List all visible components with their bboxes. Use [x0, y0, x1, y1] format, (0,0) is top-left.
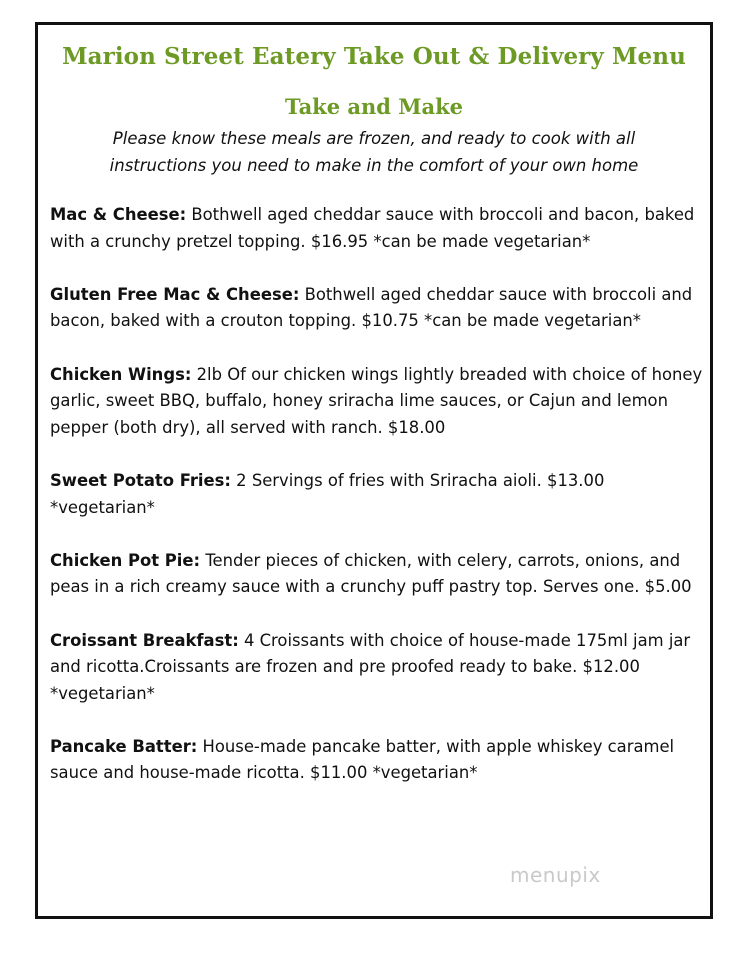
- item-description: Bothwell aged cheddar sauce with broccoli and bacon, baked with a crunchy pretzel topping. $16.95 *can be made vegetarian*: [50, 205, 695, 251]
- menu-item-gluten-free-mac-cheese: [50, 282, 710, 335]
- menu-item-chicken-pot-pie: [50, 548, 710, 601]
- item-name: Croissant Breakfast:: [50, 630, 239, 650]
- item-name: Gluten Free Mac & Cheese:: [50, 284, 300, 304]
- item-description: 2lb Of our chicken wings lightly breaded with choice of honey garlic, sweet BBQ, buffalo, honey sriracha lime sauces, or Cajun and lemon pepper (both dry), all served with ranch. $18.00: [50, 364, 703, 437]
- section-heading: Take and Make: [284, 94, 464, 119]
- item-description: 2 Servings of fries with Sriracha aioli. $13.00 *vegetarian*: [50, 470, 605, 517]
- intro-line-1: Please know these meals are frozen, and ready to cook with all: [112, 129, 636, 148]
- item-description: Tender pieces of chicken, with celery, carrots, onions, and peas in a rich creamy sauce with a crunchy puff pastry top. Serves one. $5.00: [50, 550, 692, 597]
- item-name: Chicken Wings:: [50, 364, 192, 384]
- menu-frame: [35, 22, 713, 919]
- menu-items: [50, 202, 710, 814]
- menu-title: Marion Street Eatery Take Out & Delivery Menu: [62, 43, 686, 70]
- item-description: Bothwell aged cheddar sauce with broccoli and bacon, baked with a crouton topping. $10.75 *can be made vegetarian*: [50, 284, 693, 331]
- item-description: House-made pancake batter, with apple whiskey caramel sauce and house-made ricotta. $11.00 *vegetarian*: [50, 736, 675, 783]
- item-name: Sweet Potato Fries:: [50, 470, 231, 490]
- menu-item-mac-cheese: [50, 202, 710, 255]
- menupix-watermark: menupix: [510, 863, 601, 887]
- menu-item-chicken-wings: [50, 362, 710, 442]
- intro-line-2: instructions you need to make in the comfort of your own home: [109, 156, 639, 175]
- item-name: Chicken Pot Pie:: [50, 550, 201, 570]
- menu-item-sweet-potato-fries: [50, 468, 710, 521]
- item-name: Mac & Cheese:: [50, 205, 187, 224]
- intro-note: [38, 125, 710, 179]
- item-name: Pancake Batter:: [50, 736, 198, 756]
- item-description: 4 Croissants with choice of house-made 175ml jam jar and ricotta.Croissants are frozen and pre proofed ready to bake. $12.00 *vegetarian*: [50, 630, 691, 703]
- menu-item-croissant-breakfast: [50, 628, 710, 708]
- menu-item-pancake-batter: [50, 734, 710, 787]
